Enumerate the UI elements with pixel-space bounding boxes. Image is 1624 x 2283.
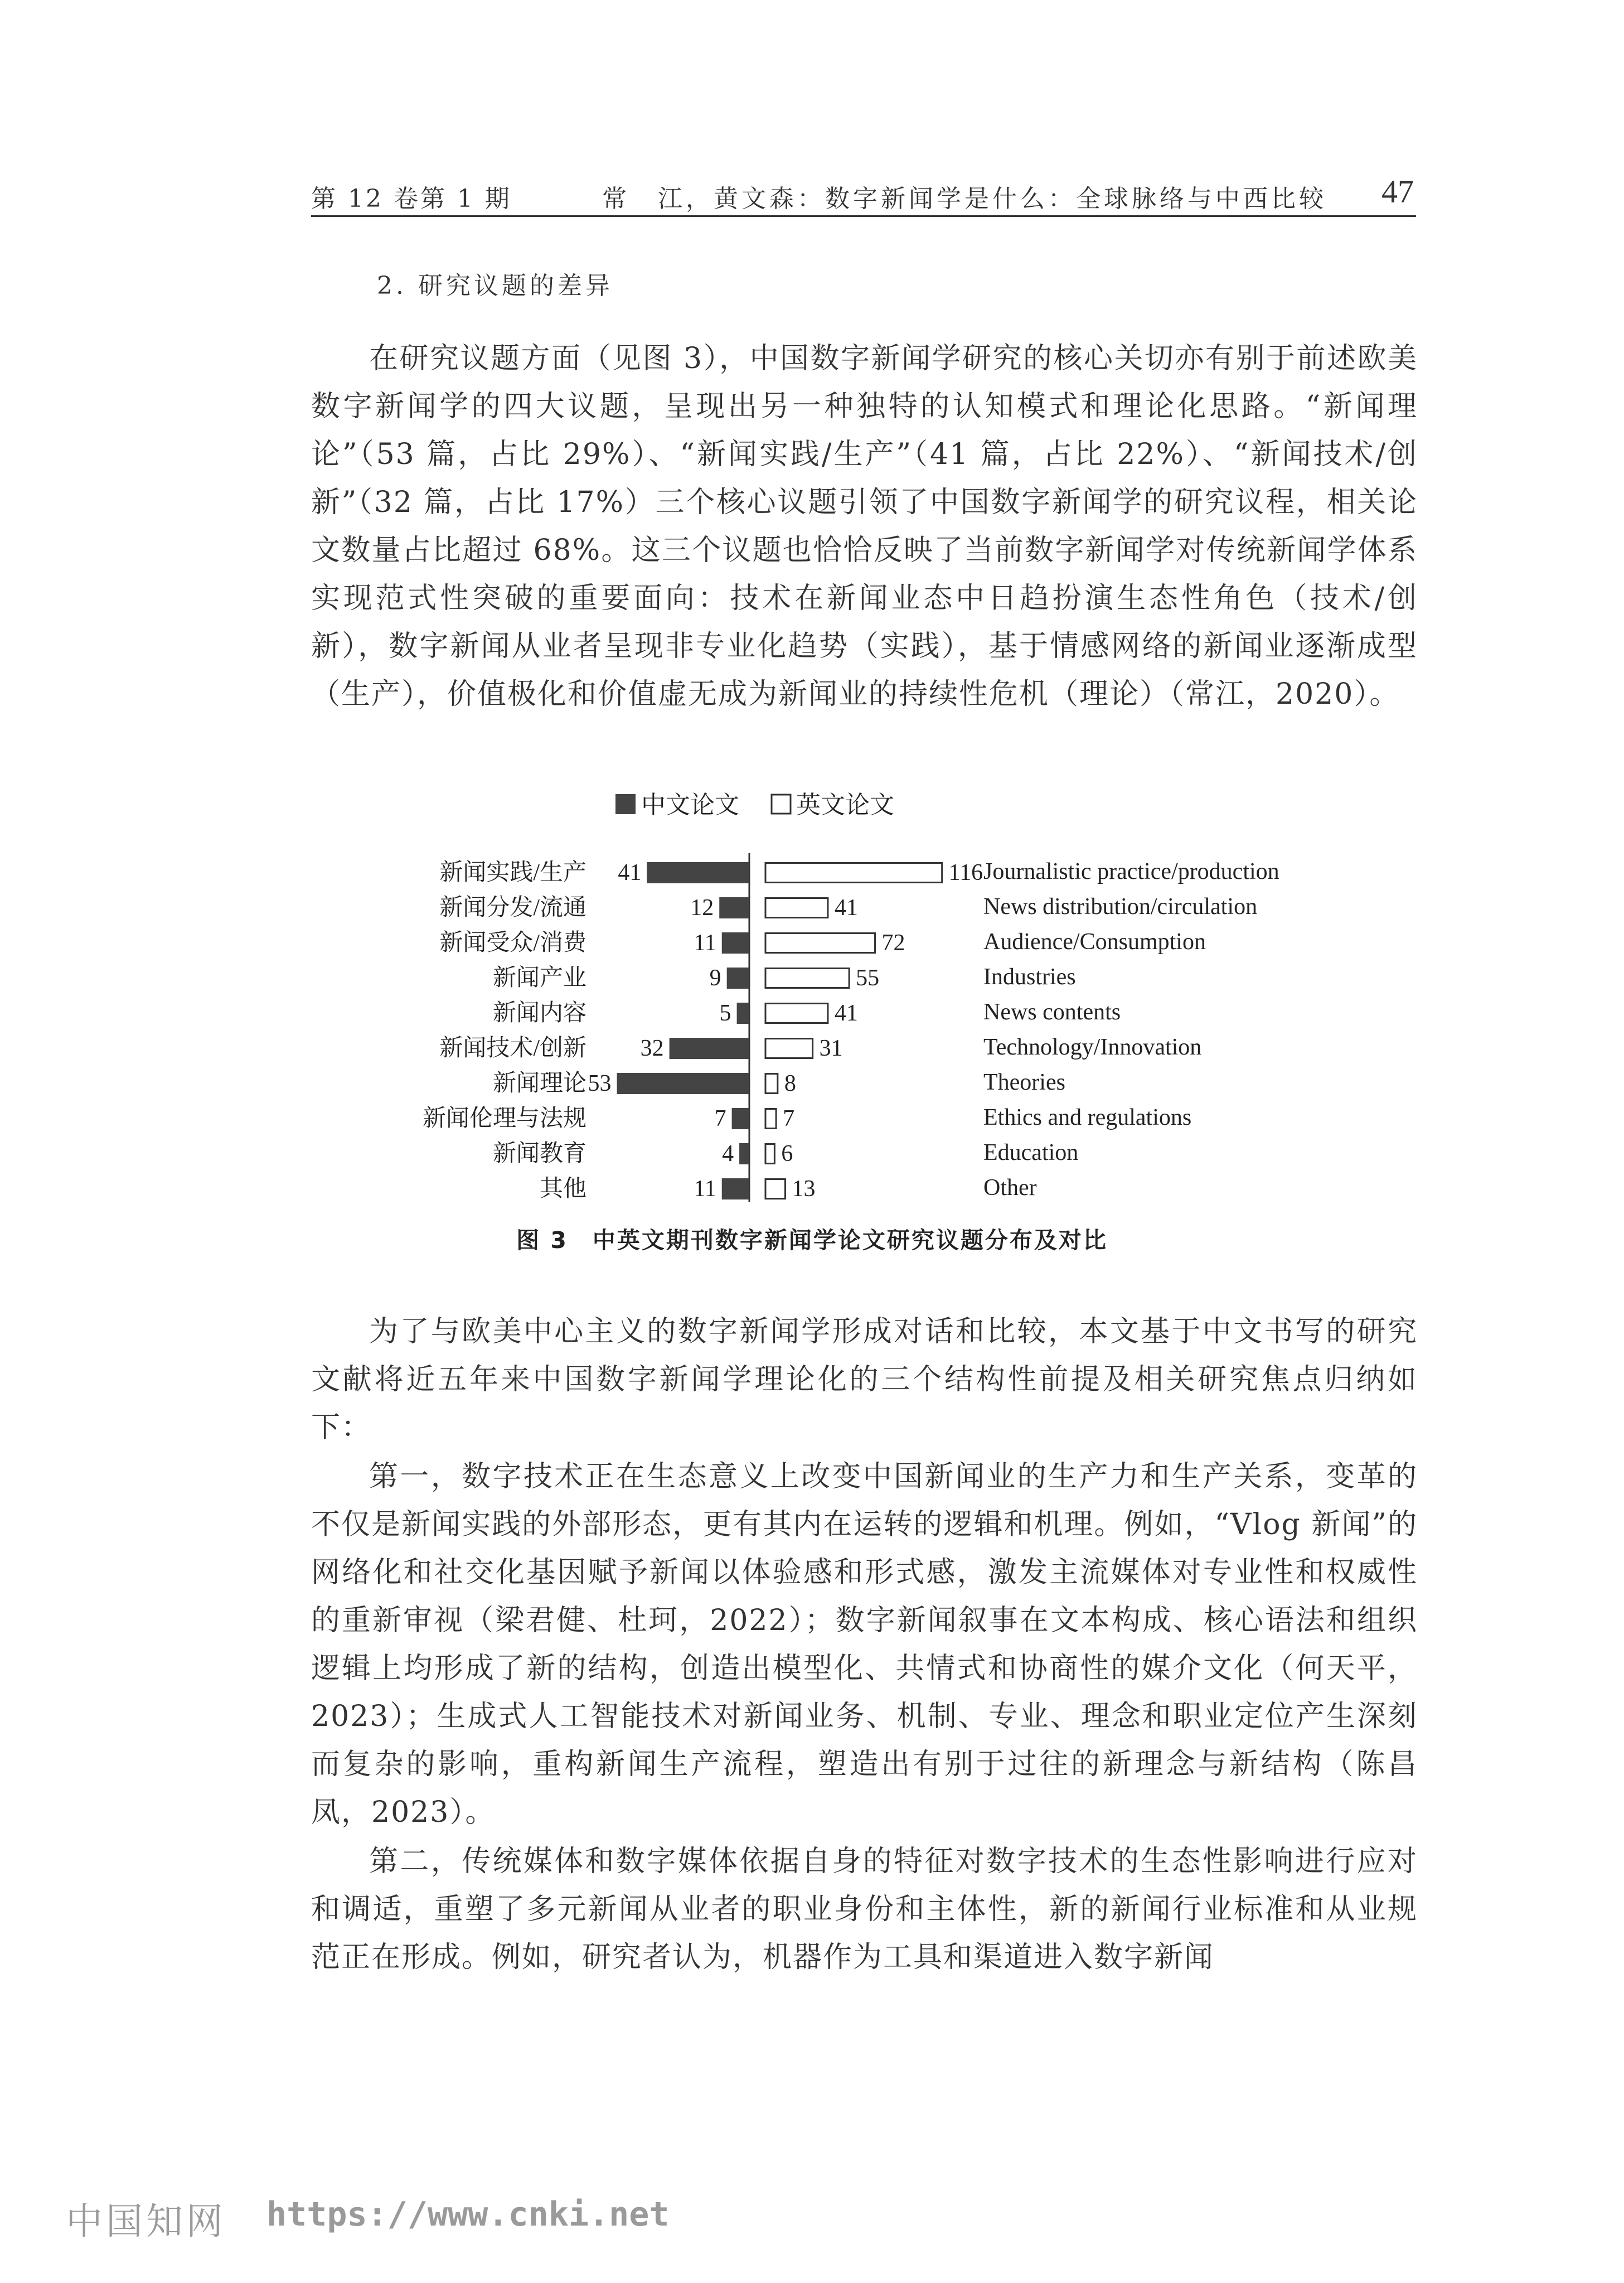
- journal-issue: 第 12 卷第 1 期: [311, 185, 512, 213]
- legend-swatch-english: [772, 795, 791, 814]
- bar-english: [765, 1074, 778, 1094]
- category-label-chinese: 新闻理论: [492, 1071, 586, 1096]
- bar-chinese: [617, 1073, 749, 1094]
- category-label-chinese: 其他: [539, 1176, 586, 1202]
- data-label-chinese: 41: [618, 860, 642, 886]
- bar-english: [765, 969, 849, 988]
- data-label-english: 13: [792, 1176, 816, 1202]
- bar-chinese: [647, 862, 749, 883]
- category-label-english: News distribution/circulation: [983, 894, 1258, 920]
- data-label-english: 41: [834, 1000, 858, 1026]
- bar-english: [765, 1004, 828, 1023]
- data-label-chinese: 11: [694, 1176, 716, 1202]
- bar-english: [765, 933, 875, 953]
- category-label-chinese: 新闻实践/生产: [439, 860, 586, 886]
- category-label-chinese: 新闻教育: [492, 1141, 586, 1167]
- category-label-chinese: 新闻伦理与法规: [422, 1106, 586, 1131]
- bar-chinese: [670, 1038, 749, 1059]
- bar-english: [765, 898, 828, 918]
- bar-english: [765, 1144, 774, 1164]
- data-label-english: 7: [783, 1106, 795, 1131]
- data-label-chinese: 12: [690, 895, 714, 921]
- data-label-english: 31: [819, 1036, 843, 1061]
- bar-chinese: [737, 1003, 749, 1024]
- bar-chinese: [727, 968, 749, 989]
- legend-swatch-chinese: [615, 794, 636, 814]
- data-label-english: 55: [856, 965, 880, 991]
- bar-chinese: [719, 897, 749, 918]
- figure-caption-text: 中英文期刊数字新闻学论文研究议题分布及对比: [592, 1227, 1108, 1254]
- data-label-chinese: 53: [588, 1071, 612, 1096]
- category-label-english: Industries: [983, 964, 1076, 990]
- category-label-english: Ethics and regulations: [983, 1105, 1192, 1130]
- bar-chinese: [722, 932, 749, 954]
- bar-english: [765, 1039, 813, 1058]
- category-label-english: Journalistic practice/production: [983, 859, 1279, 884]
- category-label-chinese: 新闻分发/流通: [439, 895, 586, 921]
- bar-chinese: [739, 1143, 749, 1164]
- category-label-chinese: 新闻内容: [492, 1000, 586, 1026]
- paragraph-3: 第一，数字技术正在生态意义上改变中国新闻业的生产力和生产关系，变革的不仅是新闻实践的外部形态，更有其内在运转的逻辑和机理。例如，“Vlog 新闻”的网络化和社交化基因赋予新闻以体验感和形式感，激发主流媒体对专业性和权威性的重新审视（梁君健、杜珂，2022）；数字新闻叙事在文本构成、核心语法和组织逻辑上均形成了新的结构，创造出模型化、共情式和协商性的媒介文化（何天平，2023）；生成式人工智能技术对新闻业务、机制、专业、理念和职业定位产生深刻而复杂的影响，重构新闻生产流程，塑造出有别于过往的新理念与新结构（陈昌凤，2023）。: [311, 1460, 1418, 1829]
- category-label-chinese: 新闻产业: [492, 965, 586, 991]
- paragraph-1: 在研究议题方面（见图 3），中国数字新闻学研究的核心关切亦有别于前述欧美数字新闻学的四大议题，呈现出另一种独特的认知模式和理论化思路。“新闻理论”（53 篇，占比 29%）、“新闻实践/生产”（41 篇，占比 22%）、“新闻技术/创新”（32 篇，占比 17%）三个核心议题引领了中国数字新闻学的研究议程，相关论文数量占比超过 68%。这三个议题也恰恰反映了当前数字新闻学对传统新闻学体系实现范式性突破的重要面向：技术在新闻业态中日趋扮演生态性角色（技术/创新），数字新闻从业者呈现非专业化趋势（实践），基于情感网络的新闻业逐渐成型（生产），价值极化和价值虚无成为新闻业的持续性危机（理论）（常江，2020）。: [311, 342, 1418, 711]
- data-label-english: 41: [834, 895, 858, 921]
- bar-english: [765, 1109, 776, 1129]
- data-label-chinese: 9: [709, 965, 721, 991]
- bar-english: [765, 863, 942, 883]
- data-label-chinese: 7: [714, 1106, 726, 1131]
- data-label-english: 6: [781, 1141, 793, 1167]
- figure-caption: [0, 1222, 1624, 1255]
- bar-english: [765, 1179, 785, 1199]
- legend-label-english: 英文论文: [796, 791, 894, 819]
- data-label-chinese: 11: [694, 930, 716, 956]
- page-number: 47: [1381, 173, 1414, 210]
- section-title: 2. 研究议题的差异: [377, 272, 613, 300]
- data-label-english: 116: [948, 860, 983, 886]
- paragraph-2: 为了与欧美中心主义的数字新闻学形成对话和比较，本文基于中文书写的研究文献将近五年来中国数字新闻学理论化的三个结构性前提及相关研究焦点归纳如下：: [311, 1315, 1418, 1444]
- figure-number: 图 3: [516, 1227, 568, 1254]
- running-title: 常 江，黄文森：数字新闻学是什么：全球脉络与中西比较: [602, 185, 1327, 213]
- cnki-url[interactable]: https://www.cnki.net: [266, 2195, 670, 2234]
- category-label-chinese: 新闻技术/创新: [439, 1036, 586, 1061]
- legend-label-chinese: 中文论文: [641, 791, 739, 819]
- category-label-chinese: 新闻受众/消费: [439, 930, 586, 956]
- category-label-english: Audience/Consumption: [983, 929, 1206, 955]
- data-label-english: 8: [784, 1071, 796, 1096]
- data-label-english: 72: [881, 930, 905, 956]
- data-label-chinese: 5: [719, 1000, 731, 1026]
- category-label-english: Theories: [983, 1070, 1065, 1095]
- paragraph-4: 第二，传统媒体和数字媒体依据自身的特征对数字技术的生态性影响进行应对和调适，重塑了多元新闻从业者的职业身份和主体性，新的新闻行业标准和从业规范正在形成。例如，研究者认为，机器作为工具和渠道进入数字新闻: [311, 1845, 1418, 1974]
- data-label-chinese: 32: [640, 1036, 664, 1061]
- cnki-logo: 中国知网: [66, 2200, 226, 2243]
- category-label-english: News contents: [983, 999, 1121, 1025]
- category-label-english: Education: [983, 1140, 1079, 1165]
- bar-chinese: [732, 1108, 749, 1129]
- category-label-english: Other: [983, 1175, 1037, 1201]
- bar-chinese: [722, 1178, 749, 1199]
- category-label-english: Technology/Innovation: [983, 1034, 1202, 1060]
- data-label-chinese: 4: [722, 1141, 734, 1167]
